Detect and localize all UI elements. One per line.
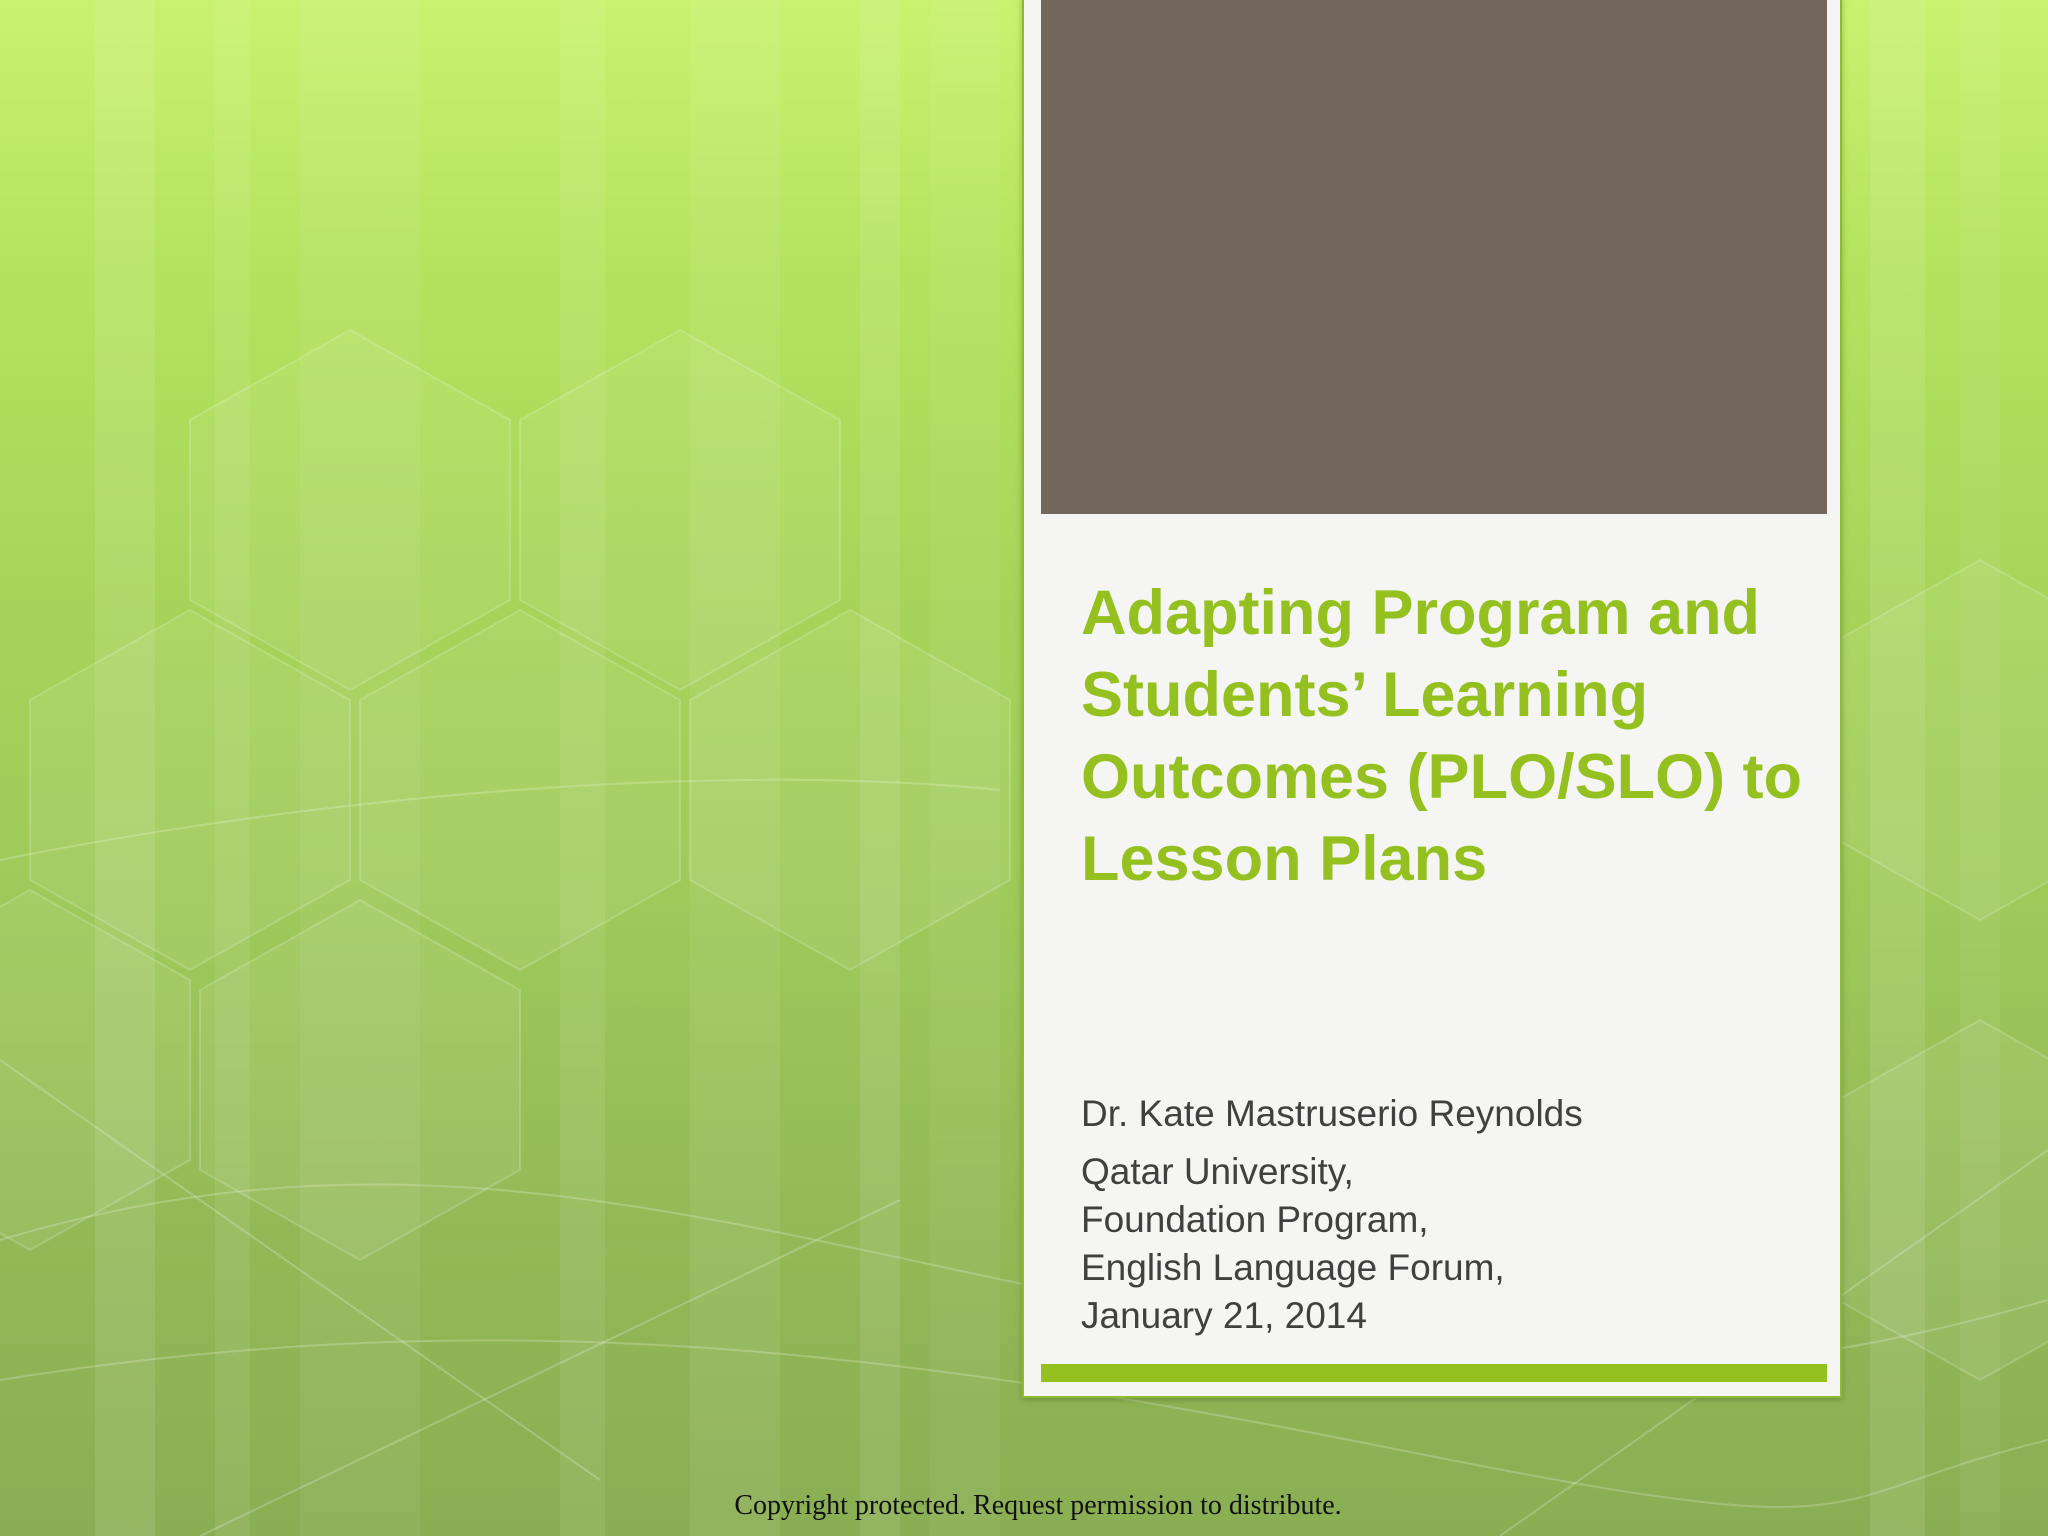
photo-placeholder xyxy=(1041,0,1827,514)
slide-title: Adapting Program and Students’ Learning Outcomes (PLO/SLO) to Lesson Plans xyxy=(1081,578,1803,894)
accent-bar xyxy=(1041,1364,1827,1382)
affiliation-line-program: Foundation Program, xyxy=(1081,1199,1429,1240)
copyright-notice: Copyright protected. Request permission to distribute. xyxy=(734,1490,1342,1521)
affiliation-line-event: English Language Forum, xyxy=(1081,1247,1505,1288)
presenter-affiliation xyxy=(1081,1148,1781,1340)
affiliation-line-university: Qatar University, xyxy=(1081,1151,1354,1192)
presenter-name: Dr. Kate Mastruserio Reynolds xyxy=(1081,1093,1583,1134)
affiliation-line-date: January 21, 2014 xyxy=(1081,1295,1367,1336)
